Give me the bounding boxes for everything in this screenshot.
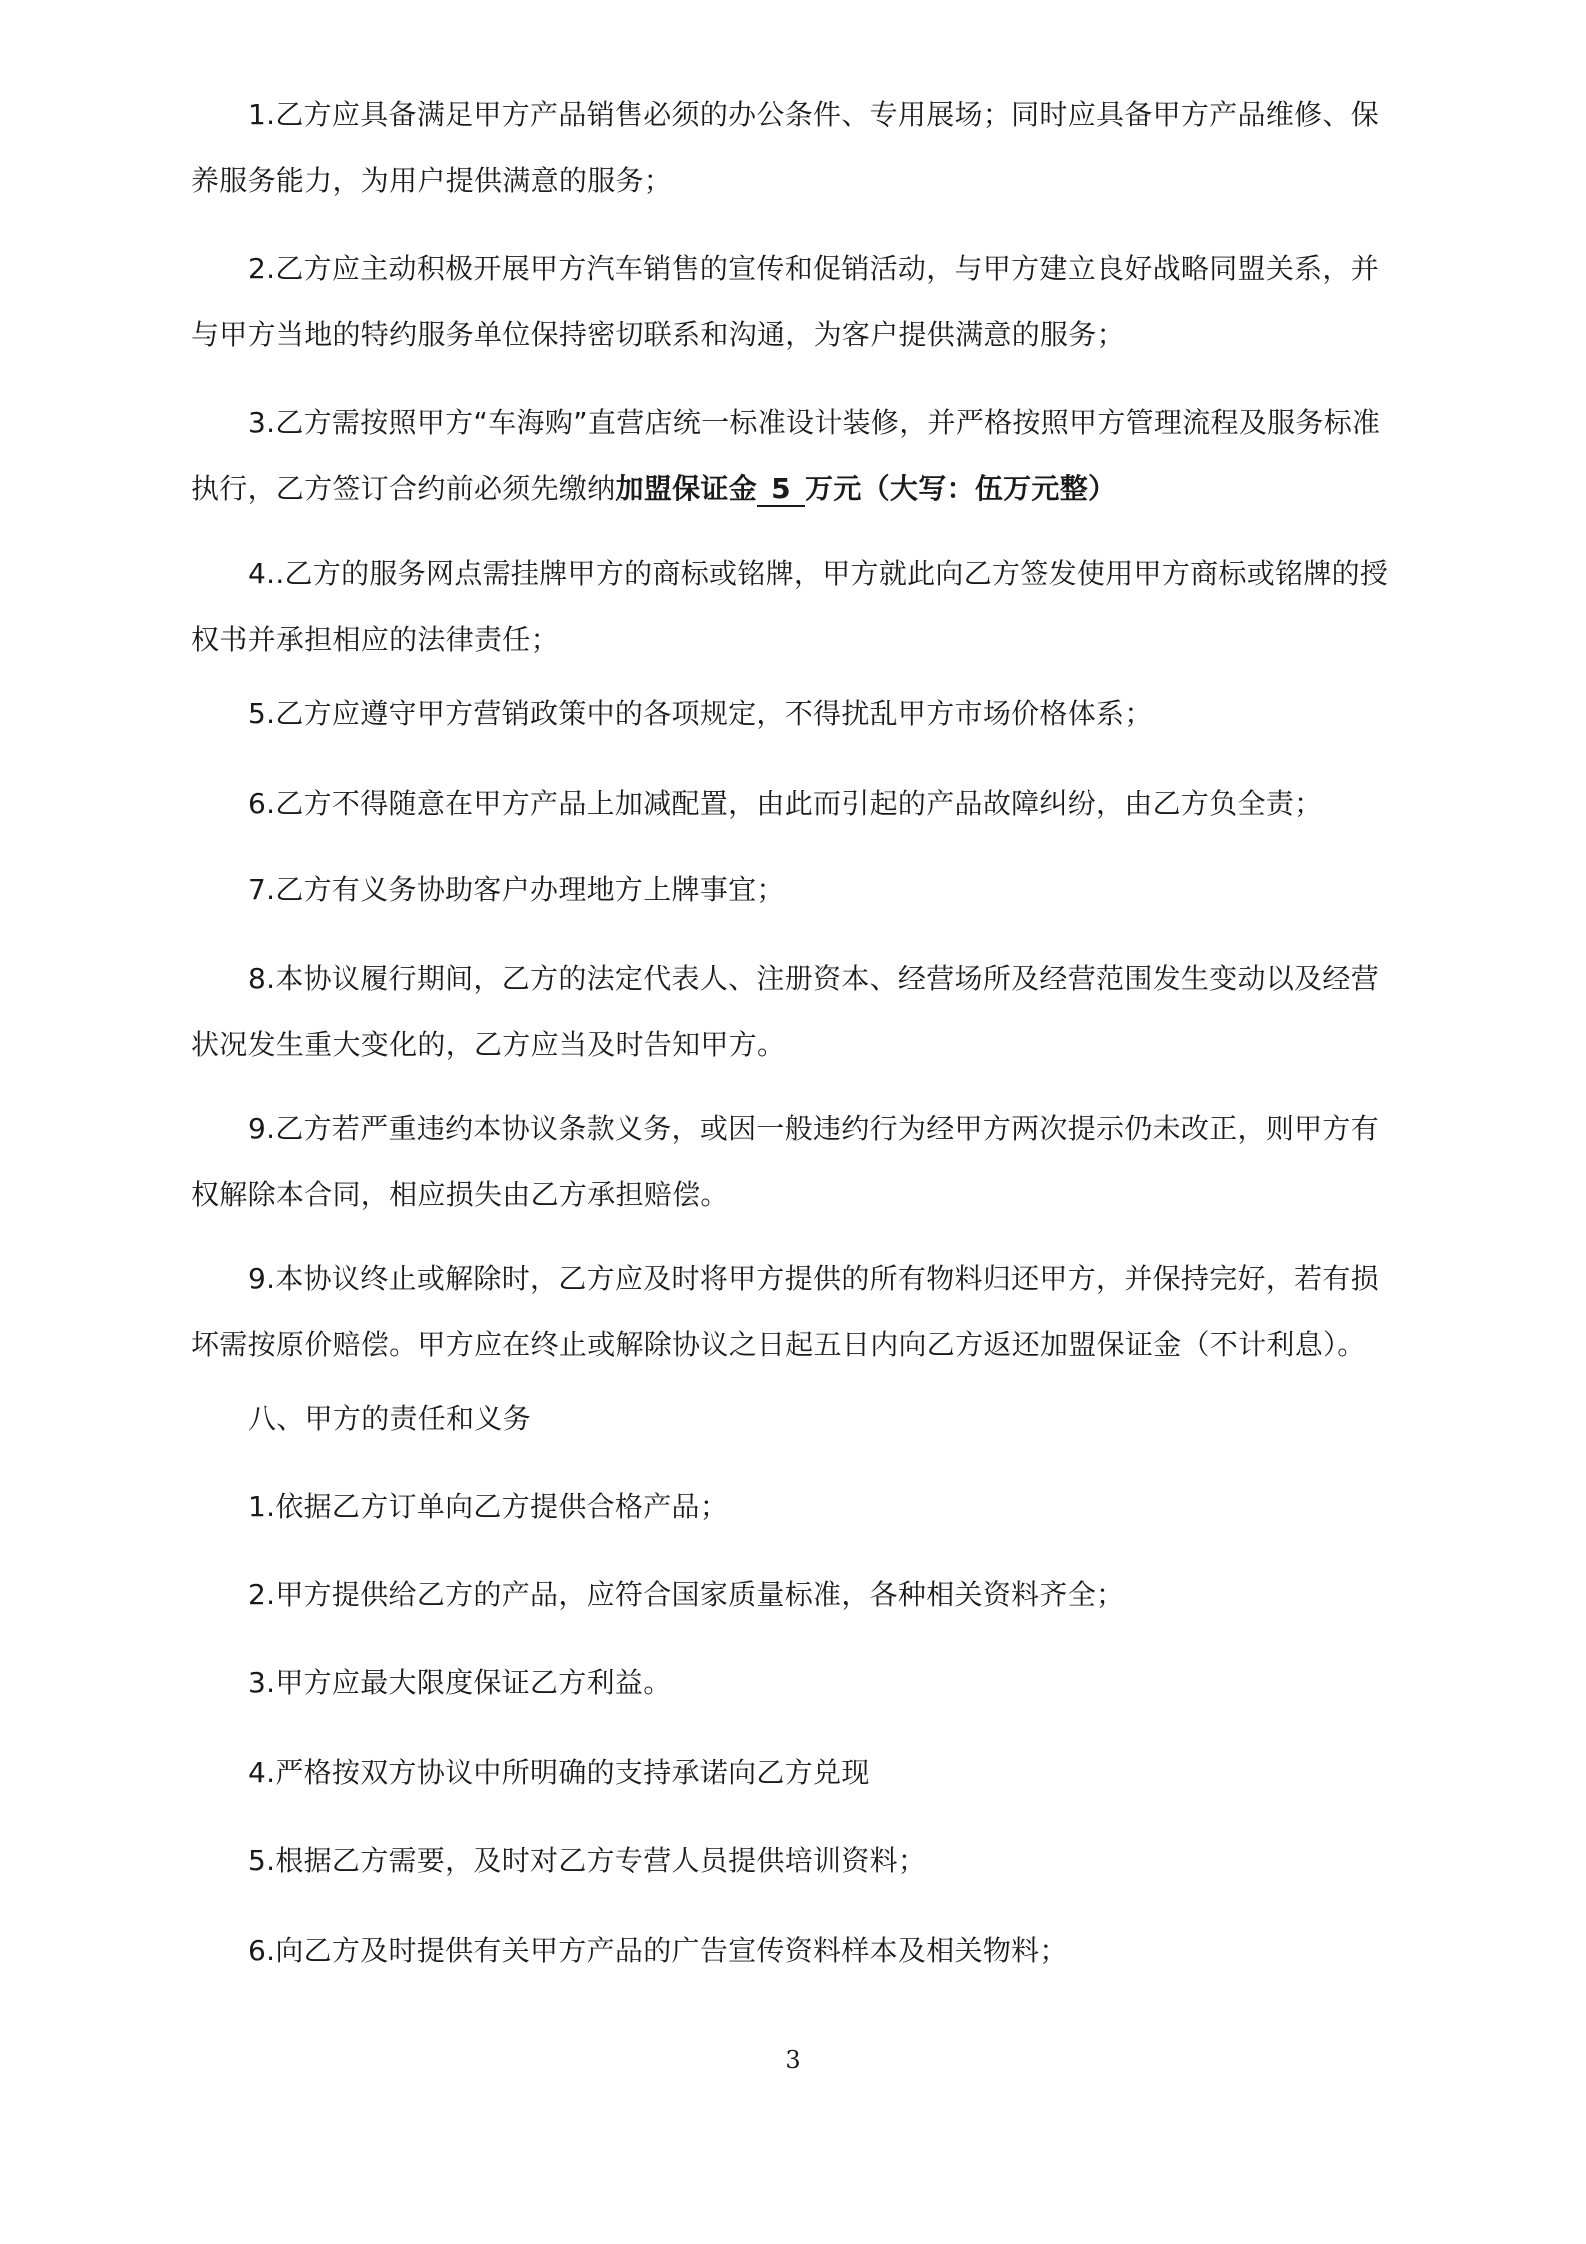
- section-8-item-3: 3.甲方应最大限度保证乙方利益。: [248, 1666, 672, 1699]
- clause-8: 8.本协议履行期间，乙方的法定代表人、注册资本、经营场所及经营范围发生变动以及经营状况发生重大变化的，乙方应当及时告知甲方。: [191, 962, 1380, 1061]
- section-8-item-6: 6.向乙方及时提供有关甲方产品的广告宣传资料样本及相关物料；: [248, 1934, 1068, 1967]
- clause-9b: 9.本协议终止或解除时，乙方应及时将甲方提供的所有物料归还甲方，并保持完好，若有损坏需按原价赔偿。甲方应在终止或解除协议之日起五日内向乙方返还加盟保证金（不计利息）。: [191, 1262, 1380, 1361]
- clause-3-deposit-amount: 5: [757, 473, 805, 507]
- clause-5: 5.乙方应遵守甲方营销政策中的各项规定，不得扰乱甲方市场价格体系；: [248, 697, 1153, 730]
- section-8-item-2: 2.甲方提供给乙方的产品，应符合国家质量标准，各种相关资料齐全；: [248, 1578, 1125, 1611]
- section-8-item-1: 1.依据乙方订单向乙方提供合格产品；: [248, 1490, 729, 1523]
- section-8-item-5: 5.根据乙方需要，及时对乙方专营人员提供培训资料；: [248, 1844, 927, 1877]
- clause-7: 7.乙方有义务协助客户办理地方上牌事宜；: [248, 873, 785, 906]
- clause-3: [191, 390, 1406, 522]
- clause-3-deposit-words: 万元（大写：伍万元整）: [805, 472, 1117, 505]
- clause-3-text: 3.乙方需按照甲方“车海购”直营店统一标准设计装修，并严格按照甲方管理流程及服务标准执行，乙方签订合约前必须先缴纳: [191, 406, 1381, 505]
- clause-9a: 9.乙方若严重违约本协议条款义务，或因一般违约行为经甲方两次提示仍未改正，则甲方有权解除本合同，相应损失由乙方承担赔偿。: [191, 1112, 1380, 1211]
- clause-4: 4..乙方的服务网点需挂牌甲方的商标或铭牌，甲方就此向乙方签发使用甲方商标或铭牌的授权书并承担相应的法律责任；: [191, 557, 1389, 656]
- section-8-item-4: 4.严格按双方协议中所明确的支持承诺向乙方兑现: [248, 1756, 870, 1789]
- clause-1: 1.乙方应具备满足甲方产品销售必须的办公条件、专用展场；同时应具备甲方产品维修、保养服务能力，为用户提供满意的服务；: [191, 98, 1380, 197]
- clause-2: 2.乙方应主动积极开展甲方汽车销售的宣传和促销活动，与甲方建立良好战略同盟关系，并与甲方当地的特约服务单位保持密切联系和沟通，为客户提供满意的服务；: [191, 252, 1380, 351]
- page-number: 3: [785, 2046, 801, 2074]
- clause-6: 6.乙方不得随意在甲方产品上加减配置，由此而引起的产品故障纠纷，由乙方负全责；: [248, 787, 1323, 820]
- clause-3-deposit-label: 加盟保证金: [615, 472, 758, 505]
- section-8-heading: 八、甲方的责任和义务: [248, 1402, 532, 1435]
